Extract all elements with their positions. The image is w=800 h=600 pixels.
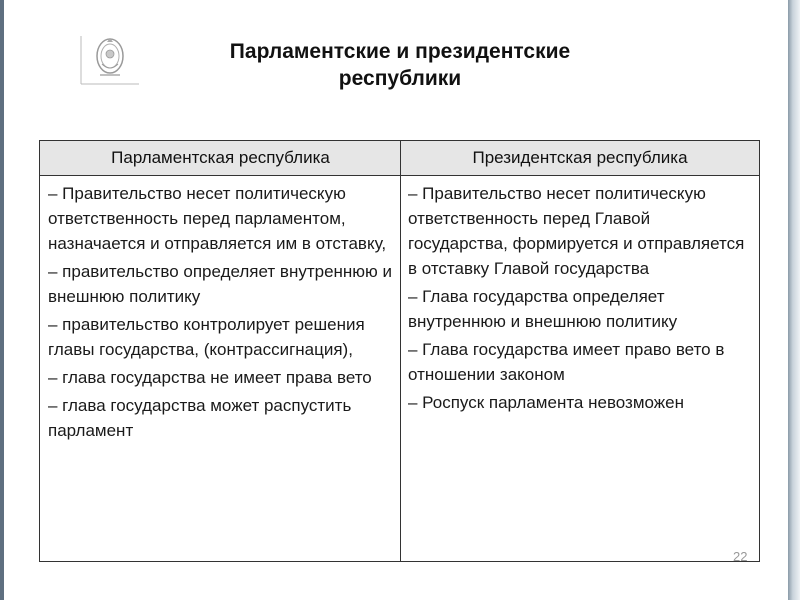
list-item: – правительство контролирует решения главы государства, (контрассигнация), <box>48 315 365 359</box>
column-divider <box>400 141 401 561</box>
header-parliamentary: Парламентская республика <box>111 148 330 167</box>
title-line-1: Парламентские и президентские <box>229 40 571 63</box>
list-item: – Роспуск парламента невозможен <box>408 393 685 412</box>
list-item: – Правительство несет политическую ответственность перед Главой государства, формируется и отправляется в отставку Главой государства <box>408 184 745 278</box>
column-presidential <box>408 181 754 418</box>
list-item: – правительство определяет внутреннюю и внешнюю политику <box>48 262 393 306</box>
header-presidential: Президентская республика <box>472 148 688 167</box>
slide-left-border <box>0 0 4 600</box>
list-item: – Глава государства определяет внутреннюю и внешнюю политику <box>408 287 678 331</box>
slide-right-border <box>788 0 800 600</box>
title-line-2: республики <box>338 67 462 90</box>
column-parliamentary <box>48 181 396 446</box>
list-item: – глава государства может распустить парламент <box>48 396 352 440</box>
page-title <box>150 38 650 92</box>
list-item: – Глава государства имеет право вето в отношении законом <box>408 340 725 384</box>
comparison-table <box>39 140 760 562</box>
list-item: – Правительство несет политическую ответственность перед парламентом, назначается и отправляется им в отставку, <box>48 184 387 253</box>
emblem-icon <box>80 34 140 86</box>
page-number: 22 <box>733 549 748 564</box>
list-item: – глава государства не имеет права вето <box>48 368 372 387</box>
